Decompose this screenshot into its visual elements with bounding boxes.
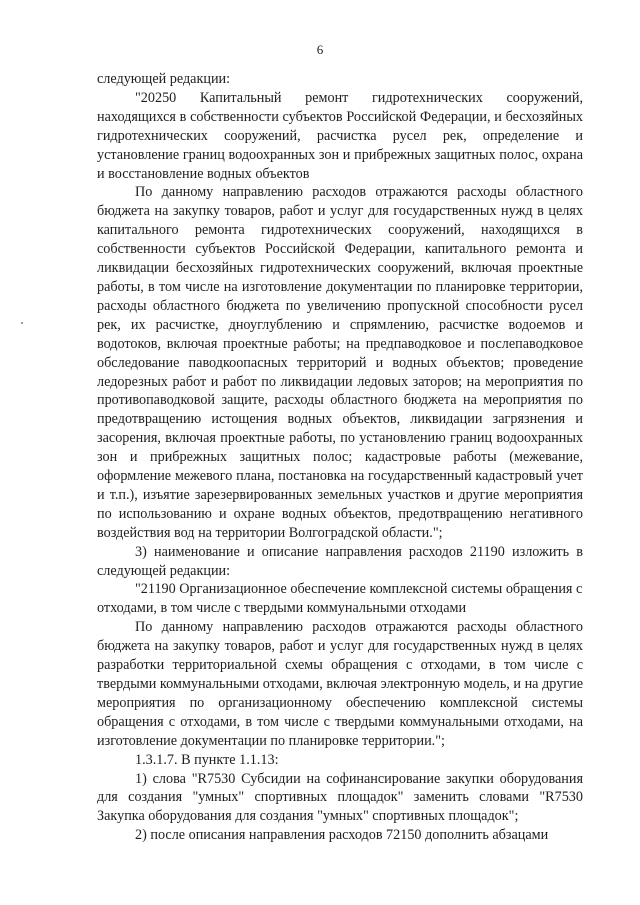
paragraph-item-2-after: 2) после описания направления расходов 72150 дополнить абзацами: [135, 827, 549, 844]
paragraph-1-3-1-7: 1.3.1.7. В пункте 1.1.13:: [135, 751, 279, 768]
paragraph-20250-title: "20250 Капитальный ремонт гидротехнических сооружений, находящихся в собственности субъектов Российской Федерации, и бесхозяйных гидротехнических сооружений, расчистка русел рек, определение и установление границ водоохранных зон и прибрежных защитных полос, охрана и восстановление водных объектов: [97, 89, 583, 182]
paragraph-20250-description: По данному направлению расходов отражаются расходы областного бюджета на закупку товаров, работ и услуг для государственных нужд в целях капитального ремонта гидротехнических сооружений, находящихся в собственности субъектов Российской Федерации, капитального ремонта и ликвидации бесхозяйных гидротехнических сооружений, включая проектные работы, в том числе на изготовление документации по планировке территории, расходы областного бюджета по увеличению пропускной способности русел рек, их расчистке, дноуглублению и спрямлению, расчистке водоемов и водотоков, включая проектные работы; на предпаводковое и послепаводковое обследование паводкоопасных территорий и водных объектов; проведение ледорезных работ и работ по ликвидации ледовых заторов; на мероприятия по противопаводковой защите, расходы областного бюджета на мероприятия по предотвращению истощения водных объектов, ликвидации загрязнения и засорения, включая проектные работы, по установлению границ водоохранных зон и прибрежных защитных полос; кадастровые работы (межевание, оформление межевого плана, постановка на государственный кадастровый учет и т.п.), изъятие зарезервированных земельных участков и другие мероприятия по использованию и охране водных объектов, предотвращению негативного воздействия вод на территории Волгоградской области.";: [97, 184, 583, 541]
paragraph-item-1-words: 1) слова "R7530 Субсидии на софинансирование закупки оборудования для создания "умных" спортивных площадок" заменить словами "R7530 Закупка оборудования для создания "умных" спортивных площадок";: [97, 770, 583, 825]
document-body: [97, 70, 583, 845]
margin-mark: [21, 322, 23, 324]
page-number: 6: [316, 42, 324, 57]
paragraph-item-3: 3) наименование и описание направления расходов 21190 изложить в следующей редакции:: [97, 543, 583, 579]
paragraph-edition-intro: следующей редакции:: [97, 71, 231, 87]
paragraph-21190-title: "21190 Организационное обеспечение комплексной системы обращения с отходами, в том числе с твердыми коммунальными отходами: [97, 581, 583, 617]
paragraph-21190-description: По данному направлению расходов отражаются расходы областного бюджета на закупку товаров, работ и услуг для государственных нужд в целях разработки территориальной схемы обращения с отходами, в том числе с твердыми коммунальными отходами, включая электронную модель, и на другие мероприятия по организационному обеспечению комплексной системы обращения с отходами, в том числе с твердыми коммунальными отходами, на изготовление документации по планировке территории.";: [97, 619, 583, 749]
